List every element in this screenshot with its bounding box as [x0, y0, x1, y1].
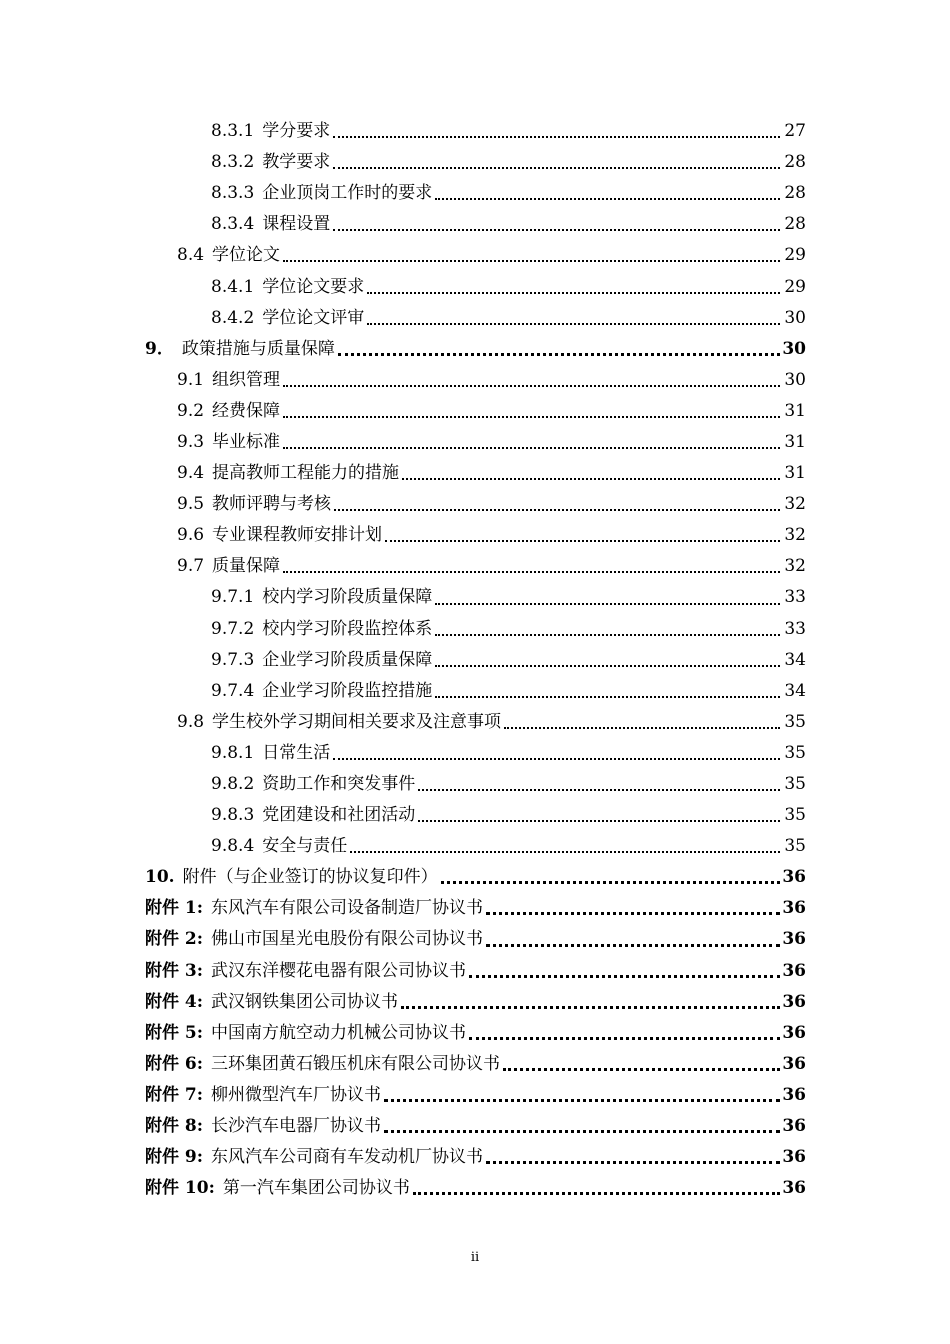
toc-entry-label	[145, 1149, 483, 1166]
toc-entry-title: 附件（与企业签订的协议复印件）	[182, 867, 438, 888]
toc-entry-label	[145, 1022, 467, 1043]
dot-leader	[338, 352, 780, 356]
toc-entry-page: 34	[784, 649, 806, 670]
toc-entry-label	[177, 247, 280, 264]
toc-entry-number: 9.8.2	[211, 774, 255, 795]
toc-entry-label	[145, 1180, 410, 1197]
toc-entry-page: 31	[784, 463, 806, 484]
toc-entry[interactable]	[0, 614, 950, 645]
toc-entry-number: 10.	[145, 867, 175, 888]
toc-entry[interactable]	[0, 893, 950, 924]
toc-entry-title: 企业学习阶段质量保障	[262, 649, 433, 670]
toc-entry-title: 安全与责任	[262, 836, 348, 857]
toc-entry-title: 长沙汽车电器厂协议书	[211, 1116, 382, 1137]
toc-entry[interactable]	[0, 209, 950, 240]
toc-entry-title: 中国南方航空动力机械公司协议书	[211, 1022, 467, 1043]
dot-leader	[486, 1160, 780, 1164]
toc-entry-title: 佛山市国星光电股份有限公司协议书	[211, 929, 484, 950]
dot-leader	[435, 602, 780, 605]
toc-entry-number: 附件 6:	[145, 1053, 204, 1074]
toc-entry-label	[211, 307, 365, 328]
toc-entry-page: 32	[784, 494, 806, 515]
toc-entry-label	[177, 400, 281, 421]
dot-leader	[401, 1005, 780, 1009]
toc-entry-page: 29	[784, 276, 806, 297]
toc-entry-number: 9.8.3	[211, 805, 255, 826]
toc-entry-label	[211, 680, 433, 701]
toc-entry-label	[145, 960, 467, 981]
dot-leader	[283, 570, 780, 573]
dot-leader	[283, 384, 780, 387]
toc-entry[interactable]	[0, 178, 950, 209]
toc-entry-number: 8.4.2	[211, 307, 255, 328]
toc-entry-label	[211, 838, 347, 855]
toc-entry[interactable]	[0, 862, 950, 893]
toc-entry-label	[211, 589, 432, 606]
toc-entry-number: 9．	[145, 338, 174, 359]
dot-leader	[486, 911, 780, 915]
table-of-contents	[0, 116, 950, 1204]
toc-entry-number: 附件 3:	[145, 960, 204, 981]
toc-entry-label	[145, 1118, 381, 1135]
toc-entry-label	[211, 776, 415, 793]
toc-entry[interactable]	[0, 707, 950, 738]
toc-entry-label	[211, 216, 330, 233]
toc-entry-number: 9.2	[177, 400, 205, 421]
toc-entry-title: 学位论文要求	[262, 276, 365, 297]
toc-entry[interactable]	[0, 1018, 950, 1049]
toc-entry-page: 36	[782, 1147, 806, 1168]
toc-entry-title: 东风汽车公司商有车发动机厂协议书	[211, 1147, 484, 1168]
dot-leader	[402, 477, 780, 480]
toc-entry[interactable]	[0, 1142, 950, 1173]
toc-entry-title: 企业顶岗工作时的要求	[262, 183, 433, 204]
dot-leader	[350, 850, 780, 853]
toc-entry-label	[211, 649, 433, 670]
dot-leader	[435, 695, 780, 698]
toc-entry-label	[177, 527, 382, 544]
dot-leader	[418, 819, 780, 822]
dot-leader	[283, 415, 780, 418]
dot-leader	[435, 664, 780, 667]
toc-entry[interactable]	[0, 1111, 950, 1142]
toc-entry-number: 8.4	[177, 245, 205, 266]
toc-entry-title: 武汉东洋樱花电器有限公司协议书	[211, 960, 467, 981]
dot-leader	[435, 633, 780, 636]
toc-entry-number: 8.4.1	[211, 276, 255, 297]
toc-entry-title: 学位论文评审	[262, 307, 365, 328]
toc-entry-page: 32	[784, 556, 806, 577]
toc-entry[interactable]	[0, 303, 950, 334]
toc-entry-number: 附件 2:	[145, 929, 204, 950]
toc-entry-number: 9.8.1	[211, 742, 255, 763]
toc-entry-page: 36	[782, 1022, 806, 1043]
toc-entry-page: 33	[784, 587, 806, 608]
toc-entry[interactable]	[0, 831, 950, 862]
toc-entry-number: 9.5	[177, 494, 205, 515]
dot-leader	[333, 166, 780, 169]
toc-entry-label	[177, 465, 399, 482]
toc-entry-number: 9.7	[177, 556, 205, 577]
toc-entry-label	[211, 276, 365, 297]
toc-entry-label	[211, 742, 331, 763]
toc-entry-page: 31	[784, 431, 806, 452]
toc-entry-page: 35	[784, 711, 806, 732]
toc-entry[interactable]	[0, 489, 950, 520]
dot-leader	[334, 508, 780, 511]
dot-leader	[503, 1067, 780, 1071]
dot-leader	[413, 1191, 780, 1195]
dot-leader	[384, 1129, 780, 1133]
toc-entry-label	[145, 900, 483, 917]
toc-entry-page: 30	[784, 369, 806, 390]
toc-entry-label	[145, 1053, 501, 1074]
toc-entry-title: 党团建设和社团活动	[262, 805, 416, 826]
toc-entry-title: 东风汽车有限公司设备制造厂协议书	[211, 898, 484, 919]
toc-entry-page: 31	[784, 400, 806, 421]
toc-entry-page: 35	[784, 742, 806, 763]
dot-leader	[441, 880, 780, 884]
toc-entry-label	[145, 338, 335, 359]
toc-entry-number: 9.3	[177, 431, 205, 452]
toc-entry[interactable]	[0, 987, 950, 1018]
toc-entry-number: 9.1	[177, 369, 205, 390]
toc-entry[interactable]	[0, 334, 950, 365]
toc-entry[interactable]	[0, 1173, 950, 1204]
toc-entry-page: 36	[782, 991, 806, 1012]
toc-entry-page: 29	[784, 245, 806, 266]
toc-entry-title: 专业课程教师安排计划	[212, 525, 383, 546]
toc-entry-title: 校内学习阶段监控体系	[262, 618, 433, 639]
toc-entry-label	[211, 123, 330, 140]
page-number: ii	[470, 1250, 480, 1265]
toc-entry-title: 政策措施与质量保障	[181, 338, 335, 359]
toc-entry[interactable]	[0, 365, 950, 396]
toc-entry[interactable]	[0, 240, 950, 271]
toc-entry-number: 附件 10:	[145, 1178, 215, 1199]
toc-entry-number: 附件 7:	[145, 1084, 204, 1105]
toc-entry[interactable]	[0, 147, 950, 178]
toc-entry-title: 校内学习阶段质量保障	[262, 587, 433, 608]
dot-leader	[469, 1036, 780, 1040]
toc-entry-number: 9.8	[177, 711, 205, 732]
toc-entry-page: 34	[784, 680, 806, 701]
toc-entry-title: 三环集团黄石锻压机床有限公司协议书	[211, 1053, 501, 1074]
toc-entry[interactable]	[0, 582, 950, 613]
toc-entry-label	[145, 991, 399, 1012]
toc-entry-label	[211, 185, 432, 202]
toc-entry-page: 36	[782, 1178, 806, 1199]
dot-leader	[385, 539, 780, 542]
toc-entry-number: 附件 5:	[145, 1022, 204, 1043]
toc-entry-number: 8.3.1	[211, 121, 255, 142]
dot-leader	[367, 322, 780, 325]
toc-entry[interactable]	[0, 427, 950, 458]
toc-entry-number: 附件 8:	[145, 1116, 204, 1137]
toc-entry-title: 提高教师工程能力的措施	[212, 463, 400, 484]
toc-entry-page: 33	[784, 618, 806, 639]
toc-entry[interactable]	[0, 520, 950, 551]
toc-entry-label	[211, 154, 330, 171]
dot-leader	[367, 291, 780, 294]
toc-entry-title: 教师评聘与考核	[212, 494, 332, 515]
toc-entry-page: 36	[782, 1053, 806, 1074]
toc-entry-label	[211, 618, 433, 639]
dot-leader	[333, 228, 780, 231]
toc-entry-title: 学位论文	[212, 245, 281, 266]
toc-entry-page: 27	[784, 121, 806, 142]
toc-entry-number: 9.8.4	[211, 836, 255, 857]
toc-entry-title: 资助工作和突发事件	[262, 774, 416, 795]
toc-entry-page: 30	[782, 338, 806, 359]
toc-entry-title: 武汉钢铁集团公司协议书	[211, 991, 399, 1012]
toc-entry[interactable]	[0, 116, 950, 147]
toc-entry-number: 附件 1:	[145, 898, 204, 919]
toc-entry[interactable]	[0, 396, 950, 427]
toc-entry-title: 第一汽车集团公司协议书	[222, 1178, 410, 1199]
dot-leader	[333, 135, 780, 138]
toc-entry-label	[177, 496, 331, 513]
toc-entry-number: 9.7.3	[211, 649, 255, 670]
toc-entry[interactable]	[0, 769, 950, 800]
toc-entry-label	[145, 869, 438, 886]
toc-entry-number: 9.7.1	[211, 587, 255, 608]
toc-entry[interactable]	[0, 645, 950, 676]
toc-entry-title: 毕业标准	[212, 431, 281, 452]
toc-entry-label	[177, 711, 502, 732]
toc-entry-number: 8.3.2	[211, 152, 255, 173]
toc-entry-number: 9.7.2	[211, 618, 255, 639]
dot-leader	[504, 726, 780, 729]
toc-entry-number: 8.3.3	[211, 183, 255, 204]
dot-leader	[384, 1098, 780, 1102]
toc-entry-title: 学生校外学习期间相关要求及注意事项	[212, 711, 502, 732]
toc-entry[interactable]	[0, 924, 950, 955]
toc-entry-page: 30	[784, 307, 806, 328]
toc-entry-title: 组织管理	[212, 369, 281, 390]
toc-entry-page: 36	[782, 867, 806, 888]
toc-entry-number: 9.4	[177, 463, 205, 484]
toc-entry[interactable]	[0, 458, 950, 489]
toc-entry-number: 附件 9:	[145, 1147, 204, 1168]
toc-entry-title: 企业学习阶段监控措施	[262, 680, 433, 701]
toc-entry[interactable]	[0, 1080, 950, 1111]
dot-leader	[333, 757, 780, 760]
toc-entry-page: 36	[782, 898, 806, 919]
toc-entry[interactable]	[0, 1049, 950, 1080]
dot-leader	[418, 788, 780, 791]
toc-entry-title: 学分要求	[262, 121, 331, 142]
toc-entry[interactable]	[0, 551, 950, 582]
toc-entry[interactable]	[0, 271, 950, 302]
dot-leader	[486, 943, 780, 947]
toc-entry-page: 28	[784, 214, 806, 235]
toc-entry-page: 36	[782, 960, 806, 981]
toc-entry[interactable]	[0, 956, 950, 987]
toc-entry-title: 课程设置	[262, 214, 331, 235]
dot-leader	[469, 974, 780, 978]
toc-entry[interactable]	[0, 676, 950, 707]
toc-entry-title: 经费保障	[212, 400, 281, 421]
toc-entry-label	[177, 558, 280, 575]
toc-entry-label	[145, 1084, 382, 1105]
toc-entry-title: 教学要求	[262, 152, 331, 173]
dot-leader	[283, 446, 780, 449]
toc-entry-page: 28	[784, 152, 806, 173]
toc-entry[interactable]	[0, 800, 950, 831]
toc-entry-page: 36	[782, 1084, 806, 1105]
toc-entry-label	[177, 369, 281, 390]
toc-entry-label	[211, 807, 415, 824]
toc-entry-page: 36	[782, 929, 806, 950]
toc-entry-label	[177, 431, 281, 452]
dot-leader	[435, 197, 780, 200]
toc-entry[interactable]	[0, 738, 950, 769]
toc-entry-page: 28	[784, 183, 806, 204]
toc-entry-page: 35	[784, 774, 806, 795]
toc-entry-page: 36	[782, 1116, 806, 1137]
dot-leader	[283, 259, 780, 262]
toc-entry-page: 35	[784, 805, 806, 826]
toc-entry-title: 柳州微型汽车厂协议书	[211, 1084, 382, 1105]
toc-entry-title: 日常生活	[262, 742, 331, 763]
toc-entry-number: 8.3.4	[211, 214, 255, 235]
toc-entry-page: 35	[784, 836, 806, 857]
toc-entry-title: 质量保障	[212, 556, 281, 577]
toc-entry-number: 9.7.4	[211, 680, 255, 701]
toc-entry-label	[145, 931, 483, 948]
toc-entry-number: 附件 4:	[145, 991, 204, 1012]
toc-entry-number: 9.6	[177, 525, 205, 546]
toc-entry-page: 32	[784, 525, 806, 546]
